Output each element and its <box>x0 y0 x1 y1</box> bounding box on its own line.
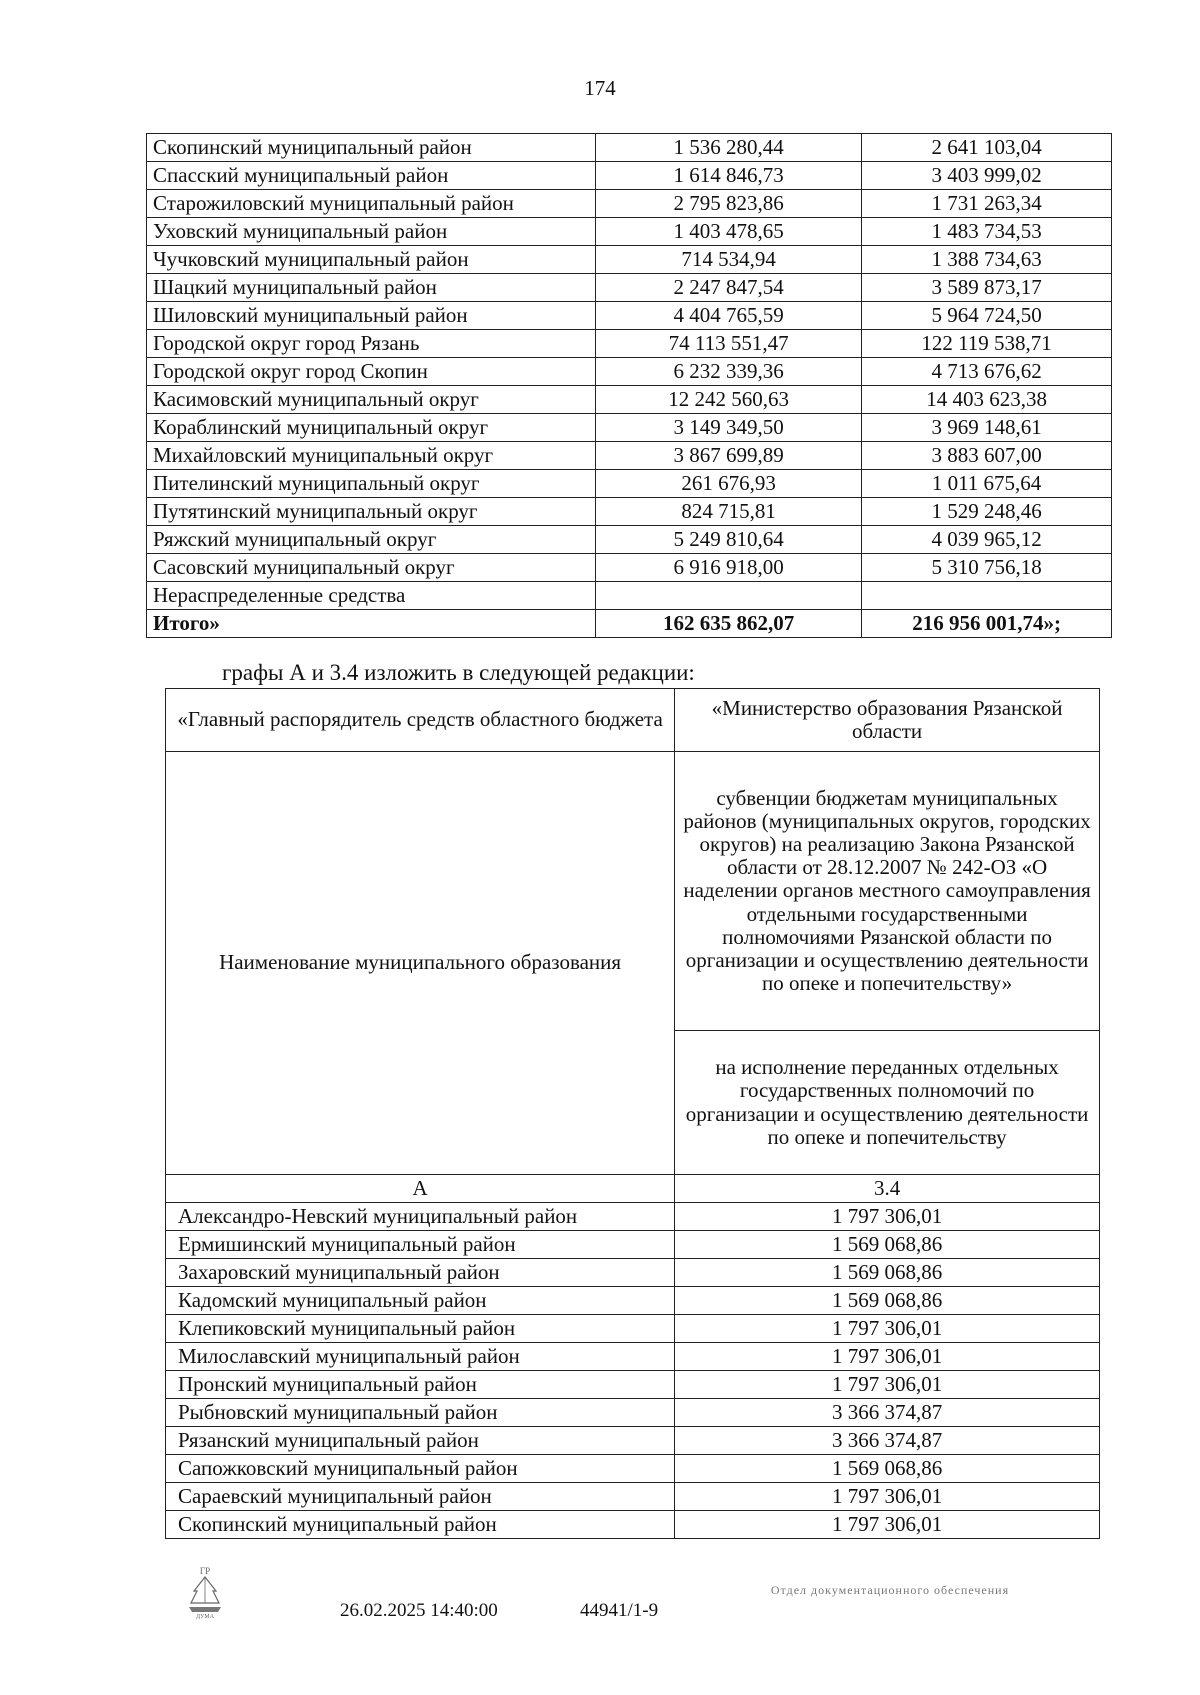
table-row <box>166 1259 1100 1287</box>
table-row <box>147 302 1112 330</box>
amount-column-2: 3 969 148,61 <box>862 414 1112 442</box>
table-row <box>147 134 1112 162</box>
table-row <box>166 1315 1100 1343</box>
table-row <box>147 330 1112 358</box>
municipality-name: Городской округ город Рязань <box>147 330 596 358</box>
table-row <box>166 1343 1100 1371</box>
amount-column-1: 4 404 765,59 <box>596 302 862 330</box>
allocation-table <box>146 133 1112 638</box>
table-row <box>147 526 1112 554</box>
table2-subvention-row <box>166 752 1100 1031</box>
emblem-icon <box>185 1565 225 1625</box>
table-row <box>166 1427 1100 1455</box>
amount-column-1 <box>596 582 862 610</box>
amount-column-1: 74 113 551,47 <box>596 330 862 358</box>
municipality-name: Сапожковский муниципальный район <box>166 1455 675 1483</box>
municipality-name: Рязанский муниципальный район <box>166 1427 675 1455</box>
header-chief-administrator: «Главный распорядитель средств областного бюджета <box>166 689 675 752</box>
registration-datetime: 26.02.2025 14:40:00 <box>340 1600 498 1621</box>
total-amount-1: 162 635 862,07 <box>596 610 862 638</box>
execution-description: на исполнение переданных отдельных государственных полномочий по организации и осуществлению деятельности по опеке и попечительству <box>675 1031 1100 1175</box>
municipality-name: Захаровский муниципальный район <box>166 1259 675 1287</box>
subvention-amount: 1 797 306,01 <box>675 1343 1100 1371</box>
amount-column-1: 824 715,81 <box>596 498 862 526</box>
amount-column-1: 6 916 918,00 <box>596 554 862 582</box>
amount-column-2: 3 403 999,02 <box>862 162 1112 190</box>
subvention-amount: 1 797 306,01 <box>675 1203 1100 1231</box>
municipality-name: Кадомский муниципальный район <box>166 1287 675 1315</box>
amount-column-2: 5 964 724,50 <box>862 302 1112 330</box>
total-label: Итого» <box>147 610 596 638</box>
amount-column-2: 4 713 676,62 <box>862 358 1112 386</box>
municipality-name: Милославский муниципальный район <box>166 1343 675 1371</box>
amount-column-1: 261 676,93 <box>596 470 862 498</box>
subvention-amount: 1 797 306,01 <box>675 1511 1100 1539</box>
amount-column-1: 3 149 349,50 <box>596 414 862 442</box>
municipality-name: Нераспределенные средства <box>147 582 596 610</box>
table-row <box>166 1371 1100 1399</box>
table-row <box>166 1483 1100 1511</box>
table-row <box>147 358 1112 386</box>
name-column-header: Наименование муниципального образования <box>166 752 675 1175</box>
table-row <box>147 190 1112 218</box>
table-row <box>166 1203 1100 1231</box>
svg-text:ДУМА: ДУМА <box>195 1614 215 1620</box>
amount-column-1: 1 536 280,44 <box>596 134 862 162</box>
table2-header-row <box>166 689 1100 752</box>
table-row <box>147 554 1112 582</box>
amount-column-2 <box>862 582 1112 610</box>
municipality-name: Рыбновский муниципальный район <box>166 1399 675 1427</box>
amount-column-1: 714 534,94 <box>596 246 862 274</box>
table-row <box>147 442 1112 470</box>
municipality-name: Касимовский муниципальный округ <box>147 386 596 414</box>
table-row <box>166 1511 1100 1539</box>
table-row <box>166 1455 1100 1483</box>
table-row <box>147 470 1112 498</box>
amount-column-1: 6 232 339,36 <box>596 358 862 386</box>
table-row <box>147 386 1112 414</box>
table-row <box>147 162 1112 190</box>
total-row <box>147 610 1112 638</box>
total-amount-2: 216 956 001,74»; <box>862 610 1112 638</box>
municipality-name: Скопинский муниципальный район <box>147 134 596 162</box>
subvention-amount: 1 569 068,86 <box>675 1287 1100 1315</box>
subvention-description: субвенции бюджетам муниципальных районов (муниципальных округов, городских округов) на реализацию Закона Рязанской области от 28.12.2007 № 242-ОЗ «О наделении органов местного самоуправления отдельными государственными полномочиями Рязанской области по организации и осуществлению деятельности по опеке и попечительству» <box>675 752 1100 1031</box>
department-stamp: Отдел документационного обеспечения <box>770 1583 1010 1597</box>
subvention-amount: 1 569 068,86 <box>675 1455 1100 1483</box>
column-code-a: А <box>166 1175 675 1203</box>
subvention-amount: 1 569 068,86 <box>675 1231 1100 1259</box>
amount-column-1: 1 614 846,73 <box>596 162 862 190</box>
amount-column-2: 1 388 734,63 <box>862 246 1112 274</box>
amount-column-2: 1 529 248,46 <box>862 498 1112 526</box>
header-ministry: «Министерство образования Рязанской области <box>675 689 1100 752</box>
amount-column-2: 3 589 873,17 <box>862 274 1112 302</box>
municipality-name: Пителинский муниципальный округ <box>147 470 596 498</box>
municipality-name: Шиловский муниципальный район <box>147 302 596 330</box>
subvention-amount: 1 797 306,01 <box>675 1315 1100 1343</box>
table-row <box>147 498 1112 526</box>
subvention-amount: 3 366 374,87 <box>675 1399 1100 1427</box>
subvention-amount: 1 797 306,01 <box>675 1483 1100 1511</box>
municipality-name: Михайловский муниципальный округ <box>147 442 596 470</box>
registration-number: 44941/1-9 <box>580 1600 659 1621</box>
amount-column-2: 14 403 623,38 <box>862 386 1112 414</box>
table-row <box>166 1399 1100 1427</box>
table-row <box>166 1231 1100 1259</box>
amount-column-1: 3 867 699,89 <box>596 442 862 470</box>
municipality-name: Кораблинский муниципальный округ <box>147 414 596 442</box>
municipality-name: Ермишинский муниципальный район <box>166 1231 675 1259</box>
amount-column-2: 1 483 734,53 <box>862 218 1112 246</box>
amount-column-1: 12 242 560,63 <box>596 386 862 414</box>
table-row <box>147 218 1112 246</box>
subvention-amount: 3 366 374,87 <box>675 1427 1100 1455</box>
amount-column-2: 122 119 538,71 <box>862 330 1112 358</box>
amount-column-1: 1 403 478,65 <box>596 218 862 246</box>
column-code-3-4: 3.4 <box>675 1175 1100 1203</box>
amount-column-1: 2 247 847,54 <box>596 274 862 302</box>
municipality-name: Старожиловский муниципальный район <box>147 190 596 218</box>
amount-column-1: 5 249 810,64 <box>596 526 862 554</box>
subvention-amount: 1 797 306,01 <box>675 1371 1100 1399</box>
amount-column-1: 2 795 823,86 <box>596 190 862 218</box>
amount-column-2: 3 883 607,00 <box>862 442 1112 470</box>
municipality-name: Спасский муниципальный район <box>147 162 596 190</box>
guardianship-table <box>165 688 1100 1539</box>
municipality-name: Городской округ город Скопин <box>147 358 596 386</box>
municipality-name: Клепиковский муниципальный район <box>166 1315 675 1343</box>
municipality-name: Александро-Невский муниципальный район <box>166 1203 675 1231</box>
amount-column-2: 1 011 675,64 <box>862 470 1112 498</box>
amount-column-2: 4 039 965,12 <box>862 526 1112 554</box>
table-row <box>147 274 1112 302</box>
municipality-name: Путятинский муниципальный округ <box>147 498 596 526</box>
subvention-amount: 1 569 068,86 <box>675 1259 1100 1287</box>
svg-text:ГР: ГР <box>199 1566 211 1576</box>
table-row <box>147 582 1112 610</box>
amount-column-2: 1 731 263,34 <box>862 190 1112 218</box>
amendment-lead-text: графы А и 3.4 изложить в следующей редакции: <box>222 660 695 685</box>
municipality-name: Сараевский муниципальный район <box>166 1483 675 1511</box>
table-row <box>147 414 1112 442</box>
table2-column-codes <box>166 1175 1100 1203</box>
municipality-name: Шацкий муниципальный район <box>147 274 596 302</box>
amount-column-2: 2 641 103,04 <box>862 134 1112 162</box>
table-row <box>147 246 1112 274</box>
municipality-name: Ряжский муниципальный округ <box>147 526 596 554</box>
amount-column-2: 5 310 756,18 <box>862 554 1112 582</box>
municipality-name: Уховский муниципальный район <box>147 218 596 246</box>
municipality-name: Скопинский муниципальный район <box>166 1511 675 1539</box>
municipality-name: Сасовский муниципальный округ <box>147 554 596 582</box>
page-number: 174 <box>584 76 616 100</box>
municipality-name: Чучковский муниципальный район <box>147 246 596 274</box>
table-row <box>166 1287 1100 1315</box>
municipality-name: Пронский муниципальный район <box>166 1371 675 1399</box>
